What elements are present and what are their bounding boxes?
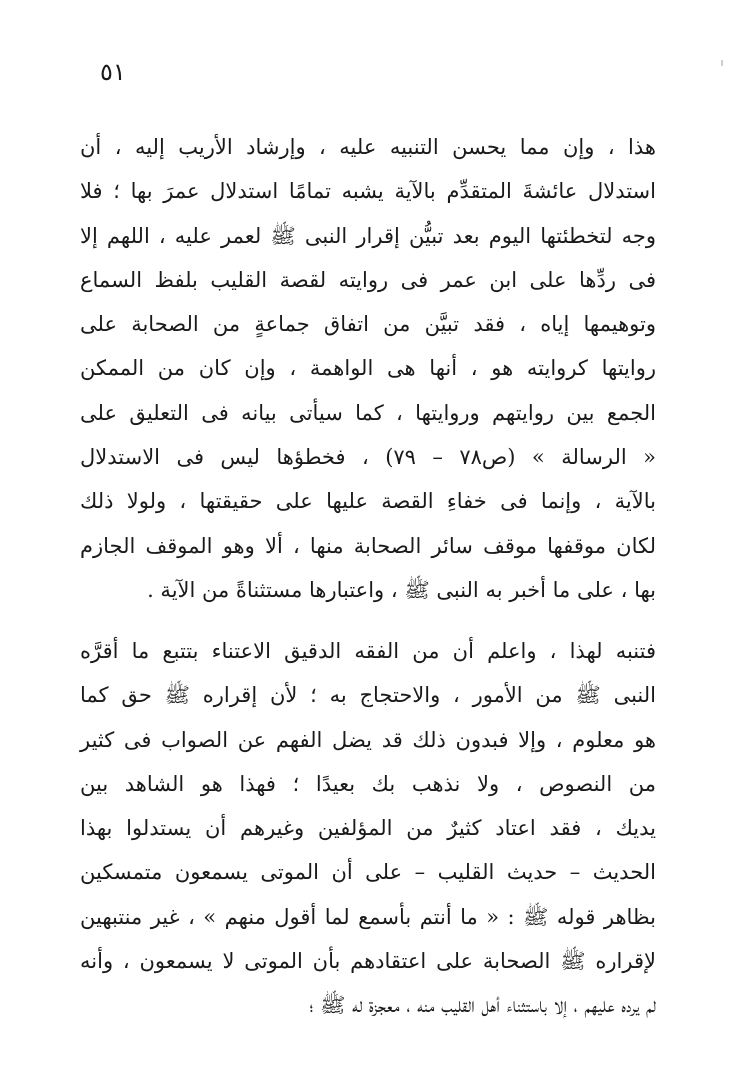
text-line: لم يرده عليهم ، إلا باستثناء أهل القليب منه ، معجزة له ﷺ ؛ xyxy=(309,993,656,1018)
text-line: بها ، على ما أخبر به النبى ﷺ ، واعتبارها مستثناةً من الآية . xyxy=(147,577,656,602)
text-line: هذا ، وإن مما يحسن التنبيه عليه ، وإرشاد الأريب إليه ، أن xyxy=(80,135,656,159)
text-line: الجمع بين روايتهم وروايتها ، كما سيأتى بيانه فى التعليق على xyxy=(80,400,656,425)
text-line: بظاهر قوله ﷺ : « ما أنتم بأسمع لما أقول منهم » ، غير منتبهين xyxy=(80,904,656,929)
text-line: استدلال عائشةَ المتقدِّم بالآية يشبه تمامًا استدلال عمرَ بها ؛ فلا xyxy=(80,179,656,204)
text-line: « الرسالة » (ص٧٨ – ٧٩) ، فخطؤها ليس فى الاستدلال xyxy=(80,445,656,470)
text-line: من النصوص ، ولا نذهب بك بعيدًا ؛ فهذا هو الشاهد بين xyxy=(80,771,656,796)
scan-edge-mark xyxy=(721,60,723,66)
text-line: وجه لتخطئتها اليوم بعد تبيُّن إقرار النبى ﷺ لعمر عليه ، اللهم إلا xyxy=(80,223,656,248)
page-number: ٥١ xyxy=(100,58,126,86)
text-line: هو معلوم ، وإلا فبدون ذلك قد يضل الفهم عن الصواب فى كثير xyxy=(80,727,656,752)
text-line: لإقراره ﷺ الصحابة على اعتقادهم بأن الموتى لا يسمعون ، وأنه xyxy=(80,949,656,974)
text-line: فى ردِّها على ابن عمر فى روايته لقصة القليب بلفظ السماع xyxy=(80,267,656,292)
text-line: لكان موقفها موقف سائر الصحابة منها ، ألا وهو الموقف الجازم xyxy=(80,533,656,558)
paragraph-2 xyxy=(80,629,656,1028)
text-line: بالآية ، وإنما فى خفاءِ القصة عليها على حقيقتها ، ولولا ذلك xyxy=(80,489,656,514)
text-line: الحديث – حديث القليب – على أن الموتى يسمعون متمسكين xyxy=(80,860,656,885)
text-line: روايتها كروايته هو ، أنها هى الواهمة ، وإن كان من الممكن xyxy=(80,356,656,381)
text-line: وتوهيمها إياه ، فقد تبيَّن من اتفاق جماعةٍ من الصحابة على xyxy=(80,312,656,337)
text-line: النبى ﷺ من الأمور ، والاحتجاج به ؛ لأن إقراره ﷺ حق كما xyxy=(80,683,656,708)
paragraph-1 xyxy=(80,125,656,612)
text-line: يديك ، فقد اعتاد كثيرٌ من المؤلفين وغيرهم أن يستدلوا بهذا xyxy=(80,816,656,841)
text-line: فتنبه لهذا ، واعلم أن من الفقه الدقيق الاعتناء بتتبع ما أقرَّه xyxy=(80,639,656,663)
